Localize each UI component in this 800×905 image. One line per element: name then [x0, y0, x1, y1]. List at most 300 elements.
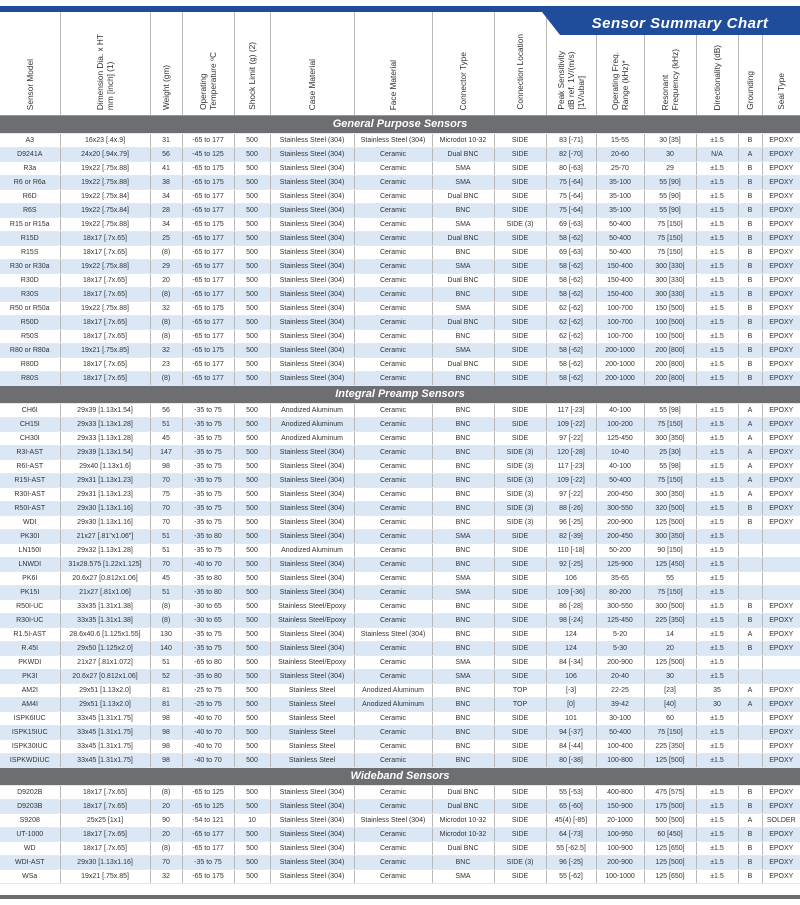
cell-dir: ±1.5 — [696, 246, 738, 260]
cell-shock: 500 — [234, 800, 270, 814]
table-row — [0, 530, 800, 544]
cell-freq: 150-400 — [596, 260, 644, 274]
cell-conn: BNC — [432, 614, 494, 628]
cell-face: Ceramic — [354, 446, 432, 460]
cell-dir: ±1.5 — [696, 344, 738, 358]
cell-gnd — [738, 558, 762, 572]
cell-conn: Dual BNC — [432, 786, 494, 800]
cell-gnd: A — [738, 148, 762, 162]
cell-dir: ±1.5 — [696, 786, 738, 800]
table-row — [0, 572, 800, 586]
cell-loc: TOP — [494, 698, 546, 712]
cell-seal — [762, 558, 800, 572]
cell-seal: EPOXY — [762, 856, 800, 870]
cell-model: PK6I — [0, 572, 60, 586]
cell-gnd: B — [738, 246, 762, 260]
cell-face: Stainless Steel (304) — [354, 628, 432, 642]
cell-res: 475 [575] — [644, 786, 696, 800]
cell-dir: ±1.5 — [696, 544, 738, 558]
cell-conn: SMA — [432, 260, 494, 274]
cell-case: Anodized Aluminum — [270, 432, 354, 446]
cell-seal: EPOXY — [762, 162, 800, 176]
cell-res: 320 [500] — [644, 502, 696, 516]
column-header-shock — [234, 12, 270, 116]
cell-temp: -65 to 175 — [182, 870, 234, 884]
cell-temp: -35 to 75 — [182, 628, 234, 642]
cell-shock: 500 — [234, 786, 270, 800]
cell-freq: 10-40 — [596, 446, 644, 460]
cell-gnd: B — [738, 232, 762, 246]
table-row — [0, 642, 800, 656]
cell-seal: EPOXY — [762, 404, 800, 418]
cell-shock: 500 — [234, 572, 270, 586]
cell-peak: 94 [-37] — [546, 726, 596, 740]
cell-conn: BNC — [432, 726, 494, 740]
cell-gnd: A — [738, 698, 762, 712]
cell-gnd: A — [738, 488, 762, 502]
cell-gnd: B — [738, 176, 762, 190]
cell-face: Ceramic — [354, 358, 432, 372]
cell-res: [40] — [644, 698, 696, 712]
column-header-label: Resonant Frequency (kHz) — [660, 48, 680, 110]
cell-shock: 500 — [234, 358, 270, 372]
cell-res: 75 [150] — [644, 586, 696, 600]
cell-seal: EPOXY — [762, 260, 800, 274]
cell-loc: SIDE — [494, 828, 546, 842]
cell-loc: SIDE — [494, 404, 546, 418]
cell-temp: -40 to 70 — [182, 726, 234, 740]
cell-conn: BNC — [432, 288, 494, 302]
table-row — [0, 870, 800, 884]
cell-gnd: A — [738, 418, 762, 432]
cell-face: Ceramic — [354, 656, 432, 670]
cell-shock: 500 — [234, 232, 270, 246]
cell-conn: BNC — [432, 712, 494, 726]
cell-conn: BNC — [432, 446, 494, 460]
cell-dir: ±1.5 — [696, 176, 738, 190]
cell-weight: 98 — [150, 754, 182, 768]
cell-face: Ceramic — [354, 372, 432, 386]
cell-gnd: A — [738, 814, 762, 828]
cell-res: 75 [150] — [644, 218, 696, 232]
cell-conn: SMA — [432, 530, 494, 544]
cell-freq: 100-400 — [596, 740, 644, 754]
footer-rule — [0, 895, 800, 899]
cell-res: 200 [800] — [644, 344, 696, 358]
cell-seal: EPOXY — [762, 740, 800, 754]
cell-dim: 18x17 [.7x.65] — [60, 246, 150, 260]
cell-weight: 34 — [150, 218, 182, 232]
cell-conn: BNC — [432, 558, 494, 572]
cell-model: R1.5I-AST — [0, 628, 60, 642]
cell-res: 300 [500] — [644, 600, 696, 614]
cell-seal: EPOXY — [762, 344, 800, 358]
cell-face: Ceramic — [354, 558, 432, 572]
table-row — [0, 358, 800, 372]
cell-peak: 58 [-62] — [546, 358, 596, 372]
table-row — [0, 712, 800, 726]
cell-peak: 109 [-36] — [546, 586, 596, 600]
cell-model: CH15I — [0, 418, 60, 432]
cell-freq: 100-200 — [596, 418, 644, 432]
cell-conn: BNC — [432, 204, 494, 218]
cell-model: R6S — [0, 204, 60, 218]
cell-conn: BNC — [432, 856, 494, 870]
cell-dir: ±1.5 — [696, 656, 738, 670]
cell-case: Stainless Steel — [270, 726, 354, 740]
cell-freq: 200-450 — [596, 488, 644, 502]
cell-face: Ceramic — [354, 572, 432, 586]
cell-peak: 117 [-23] — [546, 404, 596, 418]
cell-model: WDI-AST — [0, 856, 60, 870]
cell-seal: EPOXY — [762, 684, 800, 698]
cell-dir: ±1.5 — [696, 446, 738, 460]
table-row — [0, 148, 800, 162]
cell-res: 55 [90] — [644, 176, 696, 190]
cell-conn: BNC — [432, 502, 494, 516]
table-row — [0, 372, 800, 386]
table-row — [0, 404, 800, 418]
cell-face: Ceramic — [354, 218, 432, 232]
cell-gnd: A — [738, 628, 762, 642]
cell-res: 75 [150] — [644, 246, 696, 260]
table-row — [0, 288, 800, 302]
cell-shock: 10 — [234, 814, 270, 828]
table-row — [0, 740, 800, 754]
cell-case: Stainless Steel (304) — [270, 204, 354, 218]
cell-shock: 500 — [234, 176, 270, 190]
cell-res: 300 [350] — [644, 530, 696, 544]
cell-temp: -65 to 177 — [182, 190, 234, 204]
cell-loc: SIDE — [494, 558, 546, 572]
cell-model: WSa — [0, 870, 60, 884]
cell-gnd: B — [738, 800, 762, 814]
cell-dim: 19x21 [.75x.85] — [60, 870, 150, 884]
cell-seal — [762, 586, 800, 600]
cell-face: Ceramic — [354, 460, 432, 474]
cell-peak: 75 [-64] — [546, 190, 596, 204]
cell-seal: EPOXY — [762, 302, 800, 316]
cell-res: 300 [330] — [644, 260, 696, 274]
cell-peak: 109 [-22] — [546, 474, 596, 488]
table-row — [0, 418, 800, 432]
cell-loc: SIDE — [494, 232, 546, 246]
column-header-face — [354, 12, 432, 116]
cell-peak: 120 [-28] — [546, 446, 596, 460]
cell-peak: 55 [-53] — [546, 786, 596, 800]
cell-loc: SIDE — [494, 642, 546, 656]
cell-freq: 400-800 — [596, 786, 644, 800]
cell-shock: 500 — [234, 856, 270, 870]
cell-seal: EPOXY — [762, 204, 800, 218]
cell-face: Ceramic — [354, 530, 432, 544]
cell-shock: 500 — [234, 842, 270, 856]
column-header-label: Seal Type — [776, 73, 787, 110]
cell-peak: 64 [-73] — [546, 828, 596, 842]
cell-case: Stainless Steel (304) — [270, 516, 354, 530]
cell-conn: Dual BNC — [432, 358, 494, 372]
cell-res: 90 [150] — [644, 544, 696, 558]
cell-gnd: B — [738, 856, 762, 870]
cell-freq: 200-900 — [596, 656, 644, 670]
cell-peak: 124 — [546, 628, 596, 642]
cell-loc: SIDE — [494, 246, 546, 260]
cell-res: 29 — [644, 162, 696, 176]
cell-dim: 29x39 [1.13x1.54] — [60, 446, 150, 460]
cell-conn: SMA — [432, 656, 494, 670]
chart-title: Sensor Summary Chart — [560, 12, 800, 35]
column-header-temp — [182, 12, 234, 116]
cell-face: Ceramic — [354, 316, 432, 330]
cell-freq: 20-40 — [596, 670, 644, 684]
cell-conn: BNC — [432, 600, 494, 614]
column-header-label: Dimension Dia. x HT mm [inch] (1) — [95, 33, 115, 110]
cell-seal: EPOXY — [762, 642, 800, 656]
cell-dir: ±1.5 — [696, 358, 738, 372]
cell-res: 30 — [644, 670, 696, 684]
cell-dim: 19x22 [.75x.84] — [60, 204, 150, 218]
cell-dim: 29x51 [1.13x2.0] — [60, 698, 150, 712]
section-header — [0, 116, 800, 134]
table-row — [0, 176, 800, 190]
cell-face: Ceramic — [354, 246, 432, 260]
cell-peak: 58 [-62] — [546, 344, 596, 358]
cell-weight: 98 — [150, 460, 182, 474]
cell-temp: -65 to 177 — [182, 828, 234, 842]
cell-res: 55 — [644, 572, 696, 586]
cell-face: Ceramic — [354, 288, 432, 302]
cell-peak: 92 [-25] — [546, 558, 596, 572]
cell-model: WDI — [0, 516, 60, 530]
cell-weight: 98 — [150, 726, 182, 740]
cell-dir: ±1.5 — [696, 726, 738, 740]
cell-case: Stainless Steel — [270, 698, 354, 712]
cell-weight: 38 — [150, 176, 182, 190]
cell-face: Ceramic — [354, 516, 432, 530]
cell-conn: SMA — [432, 586, 494, 600]
cell-model: ISPK30IUC — [0, 740, 60, 754]
table-row — [0, 698, 800, 712]
cell-dim: 18x17 [.7x.65] — [60, 316, 150, 330]
cell-loc: SIDE — [494, 432, 546, 446]
table-row — [0, 614, 800, 628]
cell-weight: 51 — [150, 656, 182, 670]
cell-seal: EPOXY — [762, 828, 800, 842]
cell-face: Ceramic — [354, 502, 432, 516]
cell-freq: 50-400 — [596, 232, 644, 246]
cell-peak: 97 [-22] — [546, 488, 596, 502]
cell-peak: 110 [-18] — [546, 544, 596, 558]
cell-seal: EPOXY — [762, 870, 800, 884]
cell-face: Ceramic — [354, 190, 432, 204]
cell-temp: -35 to 75 — [182, 544, 234, 558]
cell-face: Ceramic — [354, 870, 432, 884]
cell-dim: 29x33 [1.13x1.28] — [60, 418, 150, 432]
cell-temp: -35 to 75 — [182, 446, 234, 460]
cell-dir: ±1.5 — [696, 814, 738, 828]
cell-seal: EPOXY — [762, 372, 800, 386]
table-row — [0, 134, 800, 148]
cell-case: Stainless Steel (304) — [270, 190, 354, 204]
cell-model: LNWDI — [0, 558, 60, 572]
table-row — [0, 628, 800, 642]
cell-loc: SIDE — [494, 162, 546, 176]
cell-shock: 500 — [234, 460, 270, 474]
cell-peak: 58 [-62] — [546, 288, 596, 302]
cell-model: LN150I — [0, 544, 60, 558]
cell-face: Ceramic — [354, 828, 432, 842]
table-row — [0, 446, 800, 460]
cell-res: 55 [98] — [644, 460, 696, 474]
cell-conn: BNC — [432, 418, 494, 432]
cell-seal: EPOXY — [762, 148, 800, 162]
cell-case: Stainless Steel (304) — [270, 502, 354, 516]
cell-loc: SIDE — [494, 148, 546, 162]
cell-dim: 33x45 [1.31x1.75] — [60, 754, 150, 768]
cell-weight: 56 — [150, 148, 182, 162]
table-row — [0, 162, 800, 176]
cell-res: 75 [150] — [644, 474, 696, 488]
cell-case: Stainless Steel (304) — [270, 176, 354, 190]
cell-dir: ±1.5 — [696, 372, 738, 386]
cell-temp: -54 to 121 — [182, 814, 234, 828]
cell-conn: Dual BNC — [432, 232, 494, 246]
cell-temp: -40 to 70 — [182, 754, 234, 768]
column-header-weight — [150, 12, 182, 116]
cell-temp: -65 to 125 — [182, 800, 234, 814]
cell-shock: 500 — [234, 288, 270, 302]
cell-face: Ceramic — [354, 842, 432, 856]
cell-loc: SIDE (3) — [494, 502, 546, 516]
cell-model: ISPKWDIUC — [0, 754, 60, 768]
cell-res: 225 [350] — [644, 740, 696, 754]
cell-model: R6I-AST — [0, 460, 60, 474]
cell-loc: TOP — [494, 684, 546, 698]
cell-seal — [762, 530, 800, 544]
cell-face: Ceramic — [354, 544, 432, 558]
cell-temp: -35 to 75 — [182, 432, 234, 446]
cell-peak: 58 [-62] — [546, 232, 596, 246]
cell-shock: 500 — [234, 600, 270, 614]
cell-dim: 33x45 [1.31x1.75] — [60, 740, 150, 754]
cell-weight: 51 — [150, 544, 182, 558]
cell-loc: SIDE (3) — [494, 488, 546, 502]
cell-gnd: B — [738, 330, 762, 344]
cell-peak: 97 [-22] — [546, 432, 596, 446]
cell-face: Anodized Aluminum — [354, 698, 432, 712]
cell-temp: -30 to 65 — [182, 600, 234, 614]
cell-loc: SIDE — [494, 656, 546, 670]
cell-dir: ±1.5 — [696, 870, 738, 884]
cell-res: 75 [150] — [644, 232, 696, 246]
cell-conn: Dual BNC — [432, 274, 494, 288]
cell-loc: SIDE — [494, 670, 546, 684]
cell-dir: ±1.5 — [696, 712, 738, 726]
cell-shock: 500 — [234, 316, 270, 330]
cell-gnd: A — [738, 474, 762, 488]
cell-dim: 33x45 [1.31x1.75] — [60, 712, 150, 726]
cell-weight: 70 — [150, 558, 182, 572]
cell-loc: SIDE — [494, 418, 546, 432]
cell-weight: 20 — [150, 274, 182, 288]
cell-res: 60 — [644, 712, 696, 726]
cell-conn: SMA — [432, 176, 494, 190]
cell-conn: Dual BNC — [432, 148, 494, 162]
cell-shock: 500 — [234, 246, 270, 260]
cell-temp: -65 to 175 — [182, 344, 234, 358]
cell-temp: -65 to 177 — [182, 260, 234, 274]
cell-temp: -65 to 80 — [182, 656, 234, 670]
cell-shock: 500 — [234, 418, 270, 432]
section-header — [0, 768, 800, 786]
cell-gnd: B — [738, 218, 762, 232]
cell-model: ISPK15IUC — [0, 726, 60, 740]
cell-peak: 45(4) [-85] — [546, 814, 596, 828]
cell-freq: 50-400 — [596, 474, 644, 488]
cell-dir: ±1.5 — [696, 800, 738, 814]
column-header-conn — [432, 12, 494, 116]
cell-freq: 35-100 — [596, 190, 644, 204]
cell-temp: -35 to 75 — [182, 488, 234, 502]
cell-weight: (8) — [150, 246, 182, 260]
cell-weight: 70 — [150, 856, 182, 870]
cell-weight: 45 — [150, 432, 182, 446]
cell-gnd: B — [738, 260, 762, 274]
cell-dir: 30 — [696, 698, 738, 712]
cell-gnd: B — [738, 162, 762, 176]
cell-conn: BNC — [432, 516, 494, 530]
cell-loc: SIDE — [494, 344, 546, 358]
cell-face: Ceramic — [354, 600, 432, 614]
cell-peak: 58 [-62] — [546, 274, 596, 288]
cell-dim: 19x22 [.75x.88] — [60, 260, 150, 274]
cell-conn: BNC — [432, 698, 494, 712]
cell-dir: ±1.5 — [696, 218, 738, 232]
cell-peak: 69 [-63] — [546, 218, 596, 232]
cell-seal: EPOXY — [762, 488, 800, 502]
cell-loc: SIDE — [494, 544, 546, 558]
cell-weight: 51 — [150, 586, 182, 600]
cell-face: Stainless Steel (304) — [354, 814, 432, 828]
cell-model: PK3I — [0, 670, 60, 684]
table-row — [0, 232, 800, 246]
cell-gnd: A — [738, 432, 762, 446]
table-row — [0, 684, 800, 698]
cell-conn: Dual BNC — [432, 800, 494, 814]
cell-seal: EPOXY — [762, 358, 800, 372]
cell-model: R3I-AST — [0, 446, 60, 460]
table-row — [0, 330, 800, 344]
cell-weight: 70 — [150, 502, 182, 516]
table-row — [0, 502, 800, 516]
cell-temp: -30 to 65 — [182, 614, 234, 628]
table-row — [0, 558, 800, 572]
cell-freq: 35-100 — [596, 204, 644, 218]
cell-model: R50I-AST — [0, 502, 60, 516]
column-header-label: Connector Type — [458, 51, 468, 110]
cell-seal: EPOXY — [762, 446, 800, 460]
cell-seal: EPOXY — [762, 726, 800, 740]
table-row — [0, 856, 800, 870]
cell-loc: SIDE — [494, 842, 546, 856]
cell-case: Stainless Steel (304) — [270, 372, 354, 386]
cell-freq: 100-1000 — [596, 870, 644, 884]
cell-dim: 18x17 [.7x.65] — [60, 842, 150, 856]
cell-model: R50I-UC — [0, 600, 60, 614]
cell-seal — [762, 544, 800, 558]
cell-dim: 20.6x27 [0.812x1.06] — [60, 670, 150, 684]
cell-dim: 18x17 [.7x.65] — [60, 358, 150, 372]
